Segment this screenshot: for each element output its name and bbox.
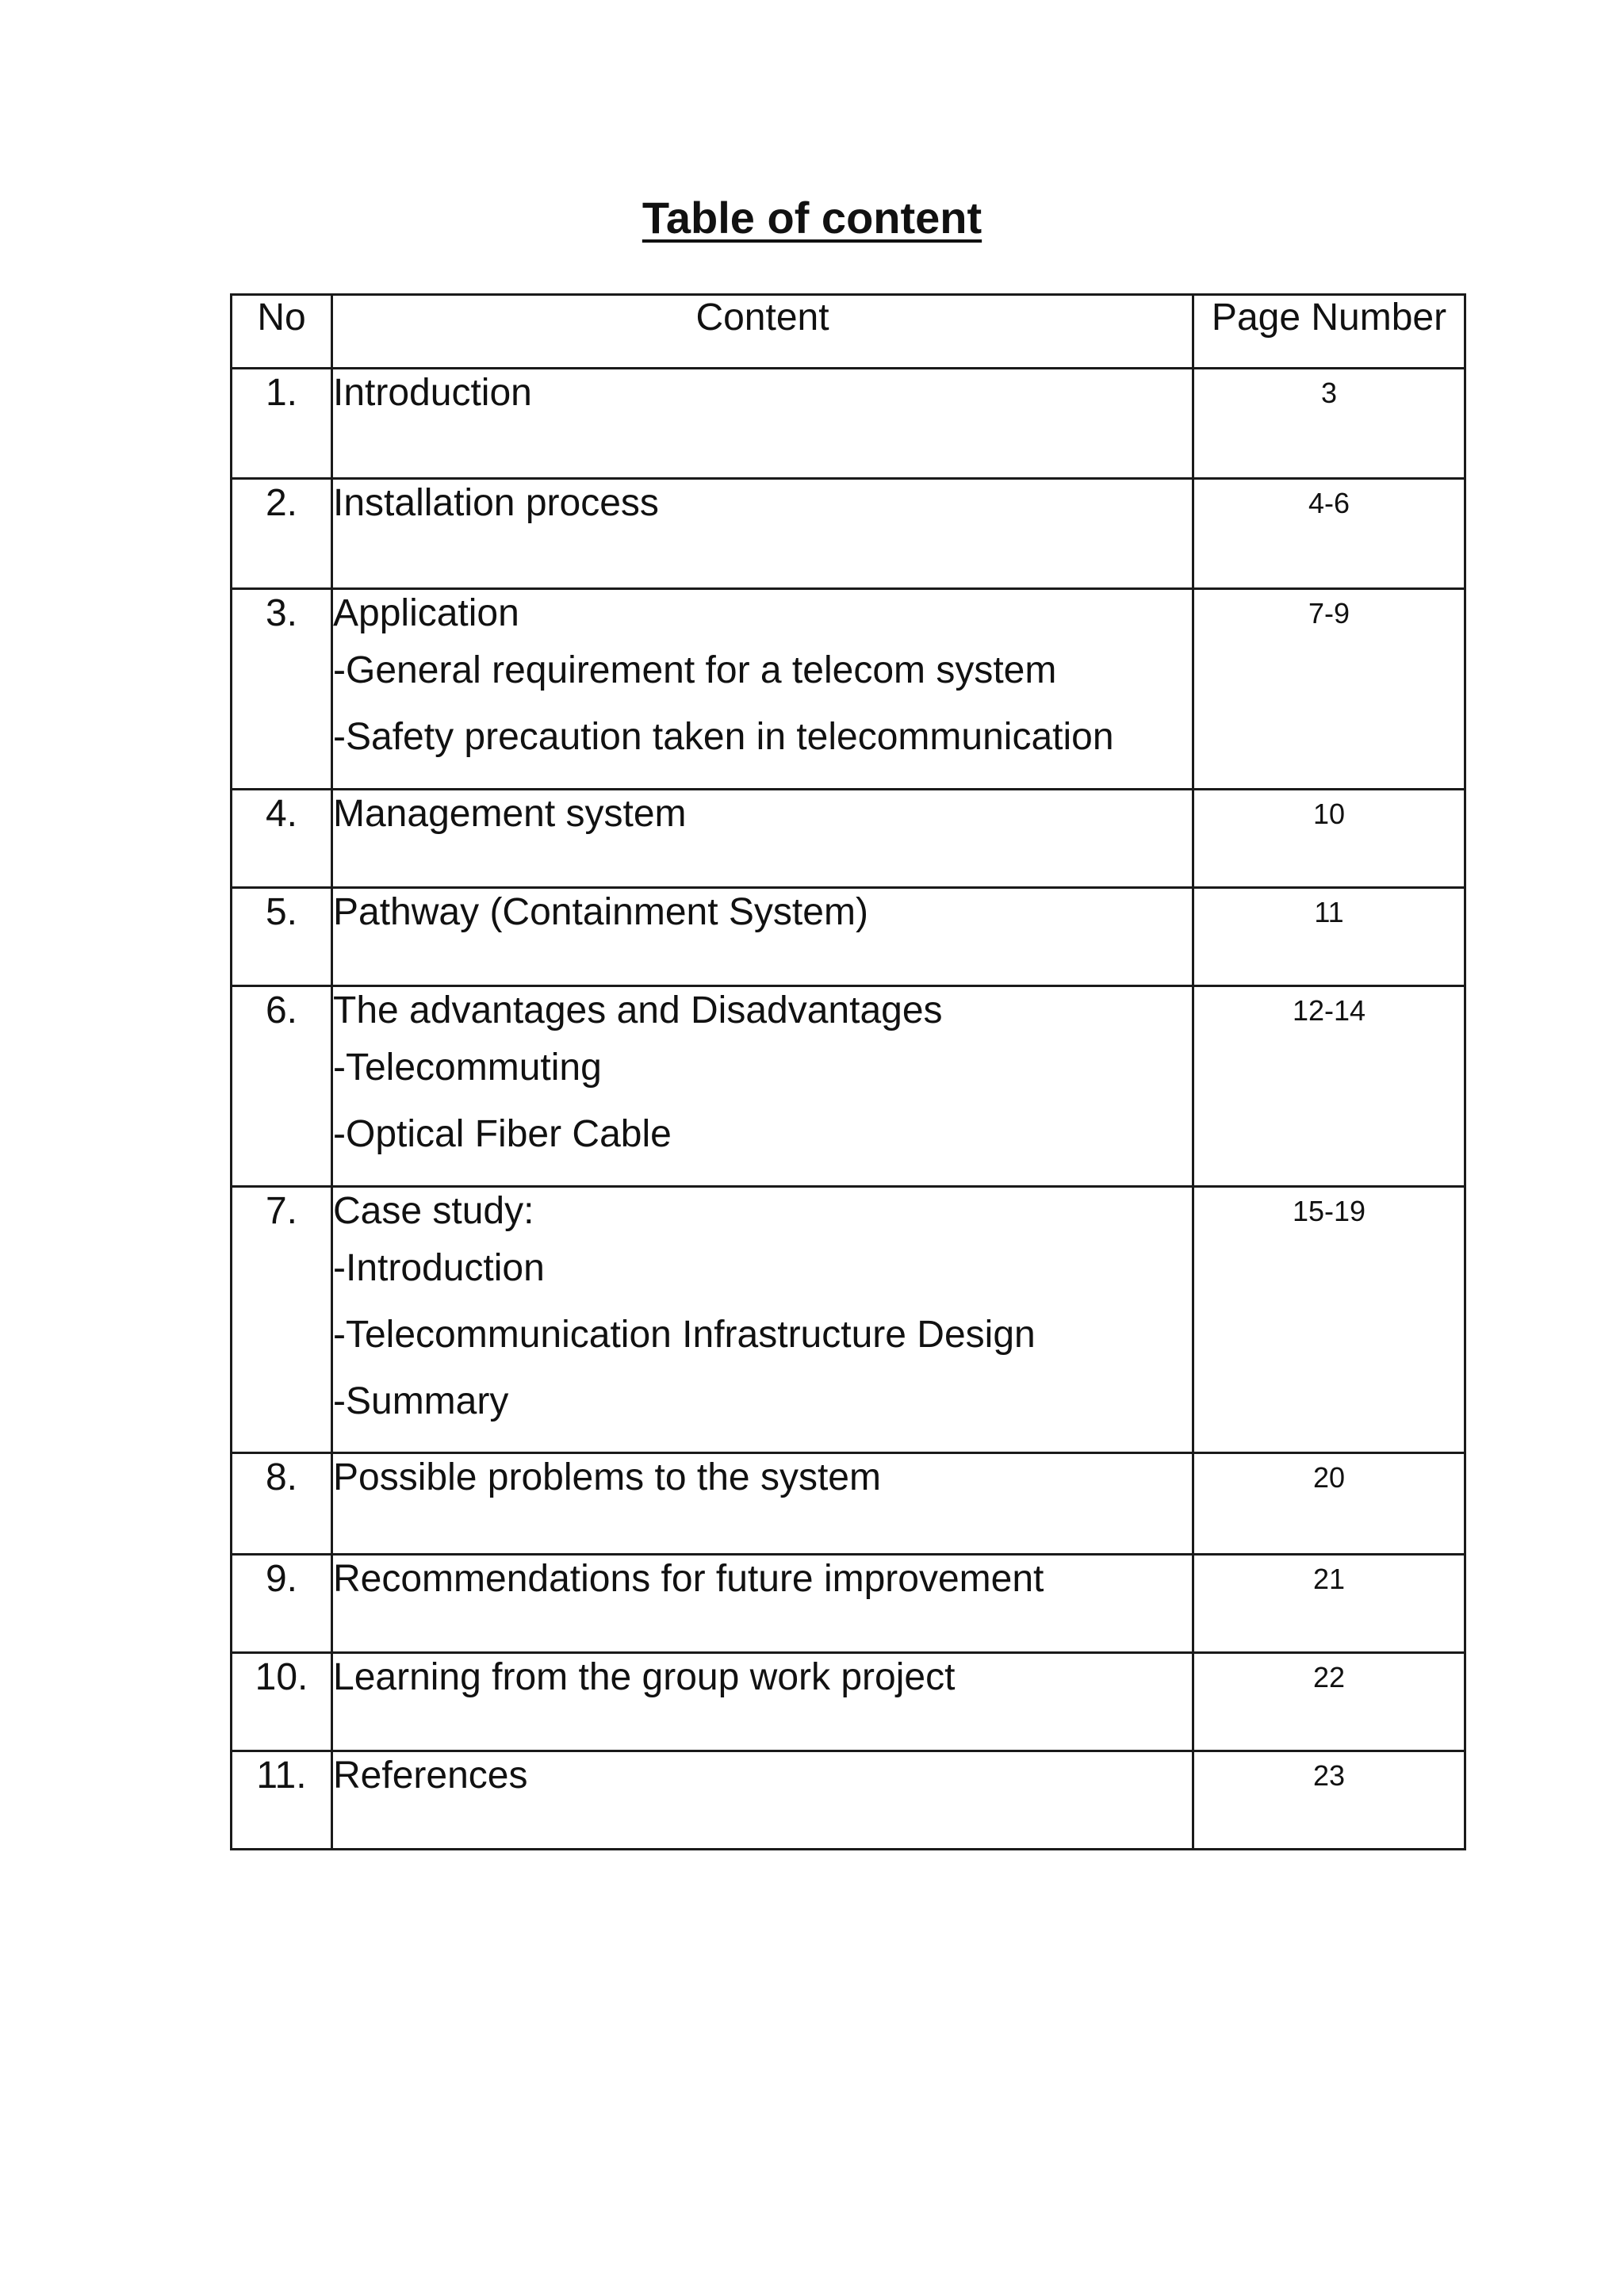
- page-number-text: 22: [1312, 1661, 1346, 1693]
- section-title: Introduction: [333, 372, 532, 414]
- row-content: [332, 1453, 1193, 1555]
- section-title: Pathway (Containment System): [333, 891, 868, 933]
- row-number-text: 4.: [265, 793, 298, 835]
- row-page-number: [1193, 1555, 1465, 1653]
- row-number: [232, 790, 332, 888]
- table-row: [232, 369, 1465, 479]
- table-row: [232, 1653, 1465, 1751]
- page-number-text: 12-14: [1292, 994, 1366, 1027]
- row-number: [232, 589, 332, 790]
- section-title: Management system: [333, 793, 687, 835]
- subsection-item: -Optical Fiber Cable: [333, 1113, 672, 1155]
- row-number-text: 6.: [265, 989, 298, 1031]
- row-page-number: [1193, 986, 1465, 1187]
- row-content: [332, 790, 1193, 888]
- subsection-item: -Telecommuting: [333, 1047, 602, 1089]
- row-number-text: 2.: [265, 482, 298, 524]
- table-row: [232, 589, 1465, 790]
- row-page-number: [1193, 1453, 1465, 1555]
- row-number-text: 8.: [265, 1456, 298, 1498]
- row-content: [332, 369, 1193, 479]
- row-content: [332, 1751, 1193, 1850]
- header-row: [232, 295, 1465, 369]
- table-row: [232, 986, 1465, 1187]
- page-number-text: 7-9: [1308, 597, 1350, 629]
- row-page-number: [1193, 888, 1465, 986]
- row-number: [232, 1751, 332, 1850]
- page-number-text: 15-19: [1292, 1195, 1366, 1227]
- subsection-item: -General requirement for a telecom system: [333, 649, 1057, 691]
- subsection-item: -Introduction: [333, 1247, 545, 1289]
- toc-body: [232, 369, 1465, 1850]
- section-title: Installation process: [333, 482, 659, 524]
- row-page-number: [1193, 790, 1465, 888]
- header-no: No: [232, 295, 332, 369]
- row-content: [332, 1653, 1193, 1751]
- row-page-number: [1193, 1653, 1465, 1751]
- header-page-number: Page Number: [1193, 295, 1465, 369]
- section-title: Application: [333, 592, 519, 634]
- section-title: Recommendations for future improvement: [333, 1558, 1044, 1600]
- table-row: [232, 1453, 1465, 1555]
- table-row: [232, 888, 1465, 986]
- row-number-text: 7.: [265, 1190, 298, 1232]
- row-page-number: [1193, 369, 1465, 479]
- section-title: References: [333, 1755, 528, 1797]
- table-row: [232, 1187, 1465, 1453]
- page-title: Table of content: [642, 193, 982, 243]
- table-row: [232, 790, 1465, 888]
- row-number: [232, 1453, 332, 1555]
- subsection-item: -Summary: [333, 1380, 509, 1422]
- row-number: [232, 479, 332, 589]
- row-content: [332, 479, 1193, 589]
- row-page-number: [1193, 589, 1465, 790]
- subsection-item: -Telecommunication Infrastructure Design: [333, 1314, 1036, 1356]
- row-content: [332, 1187, 1193, 1453]
- row-page-number: [1193, 1751, 1465, 1850]
- row-number-text: 1.: [265, 372, 298, 414]
- row-number-text: 10.: [255, 1656, 308, 1698]
- subsection-item: -Safety precaution taken in telecommunication: [333, 716, 1114, 758]
- row-number: [232, 1653, 332, 1751]
- row-number-text: 3.: [265, 592, 298, 634]
- page-number-text: 20: [1312, 1461, 1346, 1494]
- row-page-number: [1193, 1187, 1465, 1453]
- row-number-text: 5.: [265, 891, 298, 933]
- table-row: [232, 1751, 1465, 1850]
- page-number-text: 10: [1312, 798, 1346, 830]
- section-title: Case study:: [333, 1190, 534, 1232]
- row-content: [332, 888, 1193, 986]
- table-row: [232, 1555, 1465, 1653]
- row-number-text: 11.: [256, 1755, 307, 1797]
- section-title: Possible problems to the system: [333, 1456, 881, 1498]
- row-number: [232, 1187, 332, 1453]
- page-number-text: 3: [1320, 377, 1338, 409]
- table-of-contents: [230, 293, 1466, 1850]
- row-content: [332, 1555, 1193, 1653]
- section-title: The advantages and Disadvantages: [333, 989, 943, 1031]
- row-number: [232, 888, 332, 986]
- row-number: [232, 369, 332, 479]
- header-content: Content: [332, 295, 1193, 369]
- table-row: [232, 479, 1465, 589]
- row-number: [232, 1555, 332, 1653]
- page-number-text: 23: [1312, 1759, 1346, 1792]
- row-number-text: 9.: [265, 1558, 298, 1600]
- page-number-text: 21: [1312, 1563, 1346, 1595]
- section-title: Learning from the group work project: [333, 1656, 956, 1698]
- row-content: [332, 986, 1193, 1187]
- row-number: [232, 986, 332, 1187]
- row-content: [332, 589, 1193, 790]
- page-number-text: 11: [1314, 896, 1344, 928]
- row-page-number: [1193, 479, 1465, 589]
- page-number-text: 4-6: [1308, 487, 1350, 519]
